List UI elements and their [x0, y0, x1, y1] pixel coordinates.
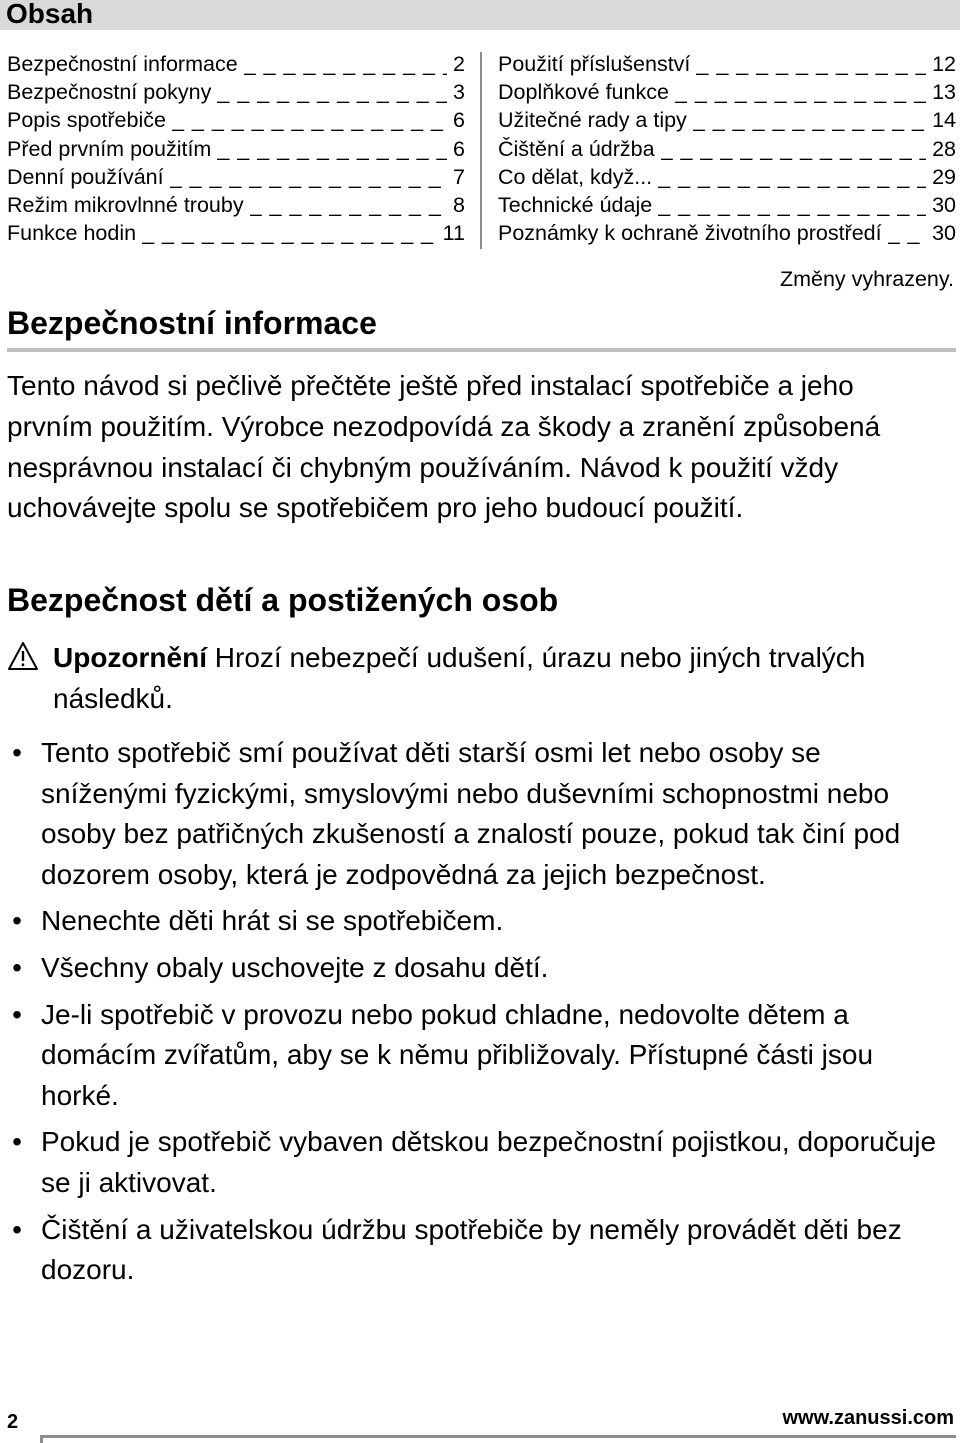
- warning-text: [53, 637, 947, 719]
- list-item: [7, 901, 947, 942]
- list-item: [7, 733, 947, 895]
- toc-title: Obsah: [6, 0, 94, 29]
- toc-leader: [244, 50, 447, 78]
- toc-leader: [217, 135, 447, 163]
- list-item: [7, 1122, 947, 1203]
- toc-entry[interactable]: [498, 219, 956, 247]
- toc-header-bar: [0, 0, 960, 30]
- toc-entry[interactable]: [7, 191, 465, 219]
- bullet-icon: •: [12, 951, 22, 983]
- toc-entry-page: 3: [453, 80, 465, 105]
- toc-leader: [172, 106, 447, 134]
- list-item: [7, 995, 947, 1117]
- section-title: Bezpečnostní informace: [7, 305, 377, 341]
- toc-entry[interactable]: [7, 135, 465, 163]
- toc-entry-page: 29: [932, 164, 956, 189]
- toc-entry[interactable]: [498, 50, 956, 78]
- list-item: [7, 948, 947, 989]
- toc-right-column: [498, 50, 956, 247]
- toc-entry[interactable]: [498, 78, 956, 106]
- toc-leader: [658, 163, 926, 191]
- toc-entry-page: 13: [932, 80, 956, 105]
- warning-message: Hrozí nebezpečí udušení, úrazu nebo jiných trvalých následků.: [53, 642, 866, 714]
- toc-entry-label: Denní používání: [7, 164, 164, 189]
- subsection-title: Bezpečnost dětí a postižených osob: [7, 582, 559, 618]
- warning-block: [7, 637, 947, 719]
- toc-entry[interactable]: [498, 191, 956, 219]
- bullet-icon: •: [12, 737, 22, 768]
- toc-leader: [888, 219, 926, 247]
- toc-entry-label: Užitečné rady a tipy: [498, 108, 687, 133]
- toc-entry-label: Funkce hodin: [7, 221, 137, 246]
- toc-entry[interactable]: [498, 135, 956, 163]
- toc-entry-label: Poznámky k ochraně životního prostředí: [498, 221, 882, 246]
- toc-entry-page: 6: [453, 108, 465, 133]
- toc-column-divider: [480, 52, 482, 249]
- toc-entry-page: 6: [453, 136, 465, 161]
- toc-entry-page: 14: [932, 108, 956, 133]
- toc-leader: [661, 135, 927, 163]
- list-item-text: Je-li spotřebič v provozu nebo pokud chladne, nedovolte dětem a domácím zvířatům, aby se k němu přibližovaly. Přístupné části jsou horké.: [41, 998, 874, 1111]
- toc-entry[interactable]: [7, 219, 465, 247]
- toc-leader: [250, 191, 447, 219]
- list-item-text: Nenechte děti hrát si se spotřebičem.: [41, 905, 504, 937]
- toc-left-column: [7, 50, 465, 247]
- toc-entry-page: 2: [453, 52, 465, 76]
- toc-entry[interactable]: [7, 163, 465, 191]
- toc-entry-label: Co dělat, když...: [498, 164, 653, 189]
- warning-triangle-icon: [7, 641, 39, 671]
- toc-entry[interactable]: [7, 78, 465, 106]
- list-item-text: Tento spotřebič smí používat děti starší osmi let nebo osoby se sníženými fyzickými, smyslovými nebo duševními schopnostmi nebo osoby bez patřičných zkušeností a znalostí pouze, pokud tak činí pod dozorem osoby, která je zodpovědná za jejich bezpečnost.: [41, 737, 901, 890]
- bullet-icon: •: [12, 1126, 22, 1158]
- changes-note: Změny vyhrazeny.: [779, 267, 954, 291]
- list-item-text: Všechny obaly uschovejte z dosahu dětí.: [41, 951, 549, 983]
- toc-entry-label: Technické údaje: [498, 192, 653, 217]
- toc-entry[interactable]: [498, 163, 956, 191]
- toc-entry[interactable]: [498, 106, 956, 134]
- toc-entry-page: 11: [442, 221, 465, 246]
- toc-entry-label: Před prvním použitím: [7, 136, 212, 161]
- toc-entry-page: 30: [932, 221, 956, 246]
- toc-leader: [217, 78, 447, 106]
- toc-entry-label: Bezpečnostní pokyny: [7, 80, 212, 105]
- section-rule: [7, 348, 956, 352]
- toc-entry-page: 30: [932, 192, 956, 217]
- website-link[interactable]: www.zanussi.com: [782, 1407, 954, 1429]
- toc-leader: [675, 78, 926, 106]
- toc-entry-label: Popis spotřebiče: [7, 108, 166, 133]
- toc-leader: [693, 106, 926, 134]
- toc-entry-page: 8: [453, 192, 465, 217]
- bullet-icon: •: [12, 998, 22, 1030]
- bullet-icon: •: [12, 1213, 22, 1245]
- page-number: 2: [7, 1411, 19, 1433]
- toc-leader: [142, 219, 437, 247]
- safety-bullet-list: [7, 733, 947, 1297]
- list-item-text: Čištění a uživatelskou údržbu spotřebiče by neměly provádět děti bez dozoru.: [41, 1213, 902, 1286]
- toc-entry-page: 12: [932, 52, 956, 76]
- footer-rule: [40, 1435, 956, 1438]
- list-item: [7, 1210, 947, 1291]
- toc-entry-label: Doplňkové funkce: [498, 80, 669, 105]
- warning-label: Upozornění: [53, 642, 207, 673]
- toc-entry[interactable]: [7, 50, 465, 78]
- toc-entry-page: 7: [453, 164, 465, 189]
- toc-entry[interactable]: [7, 106, 465, 134]
- toc-entry-label: Čištění a údržba: [498, 136, 655, 161]
- intro-paragraph: Tento návod si pečlivě přečtěte ještě před instalací spotřebiče a jeho prvním použitím. Výrobce nezodpovídá za škody a zranění způsobená nesprávnou instalací či chybným používáním. Návod k použití vždy uchovávejte spolu se spotřebičem pro jeho budoucí použití.: [7, 370, 881, 524]
- toc-entry-label: Použití příslušenství: [498, 52, 691, 76]
- list-item-text: Pokud je spotřebič vybaven dětskou bezpečnostní pojistkou, doporučuje se ji aktivovat.: [41, 1126, 937, 1198]
- bullet-icon: •: [12, 905, 22, 937]
- toc-leader: [658, 191, 926, 219]
- toc-entry-label: Režim mikrovlnné trouby: [7, 192, 244, 217]
- toc-leader: [696, 50, 926, 78]
- toc-leader: [170, 163, 447, 191]
- footer-rule-tick: [40, 1435, 43, 1443]
- toc-entry-label: Bezpečnostní informace: [7, 52, 238, 76]
- toc-entry-page: 28: [932, 136, 956, 161]
